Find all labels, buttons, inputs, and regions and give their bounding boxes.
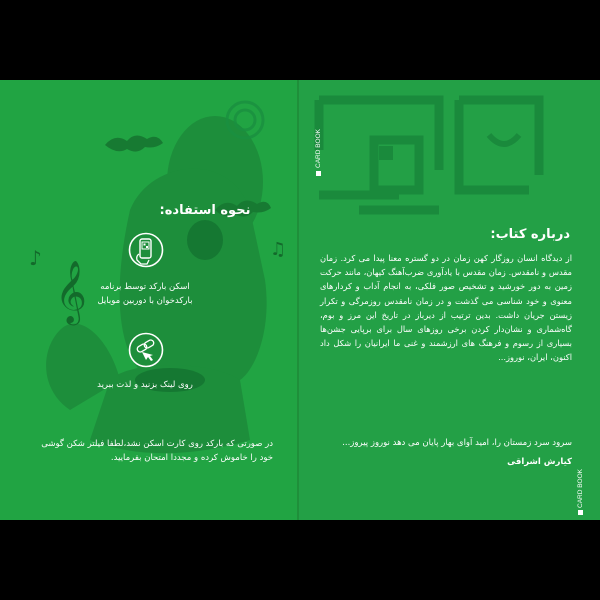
step1-text: اسکن بارکد توسط برنامه بارکدخوان با دوربین موبایل [97, 282, 193, 306]
about-body: از دیدگاه انسان روزگار کهن زمان در دو گستره معنا پیدا می کرد. زمان مقدس و نامقدس. زمان مقدس با یادآوری ضرب‌آهنگ کیهان، مانند حرکت زمین به دور خورشید و تشخیص صور فلکی، به انجام آداب و کردارهای معنوی و خود شناسی می گذشت و در زمان نامقدس روزمرگی و تکرار زیستن جریان داشت. بدین ترتیب از دیرباز در تاریخ این مرز و بوم، گاه‌شماری و نشان‌دار کردن برخی روزهای سال برای برپایی جشن‌ها بسیاری از رسوم و فرهنگ های ارزشمند و غنی ما ایرانیان را شکل داد اکنون، ایران، نوروز... [320, 253, 572, 363]
about-title: درباره کتاب: [490, 227, 570, 242]
right-page [299, 80, 600, 520]
phone-qr-scan-icon [128, 232, 164, 268]
spine-label-top: CARD BOOK [315, 128, 322, 168]
scan-failure-note: در صورتی که بارکد روی کارت اسکن نشد،لطفا فیلتر شکن گوشی خود را خاموش کرده و مجددا امتحان بفرمایید. [41, 439, 273, 463]
svg-text:♪: ♪ [29, 246, 42, 270]
left-page [0, 80, 298, 520]
book-spread [0, 80, 600, 520]
howto-title: نحوه استفاده: [159, 203, 251, 218]
tap-link-icon [128, 332, 164, 368]
svg-text:𝄞: 𝄞 [55, 260, 87, 323]
svg-text:♫: ♫ [270, 239, 287, 260]
step2-text: روی لینک بزنید و لذت ببرید [97, 380, 193, 390]
closing-line: سرود سرد زمستان را، امید آوای بهار پایان می دهد نوروز پیروز... [342, 438, 572, 448]
spine-label-side: CARD BOOK [577, 468, 584, 508]
author-name: کیارش اشراقی [507, 457, 572, 467]
